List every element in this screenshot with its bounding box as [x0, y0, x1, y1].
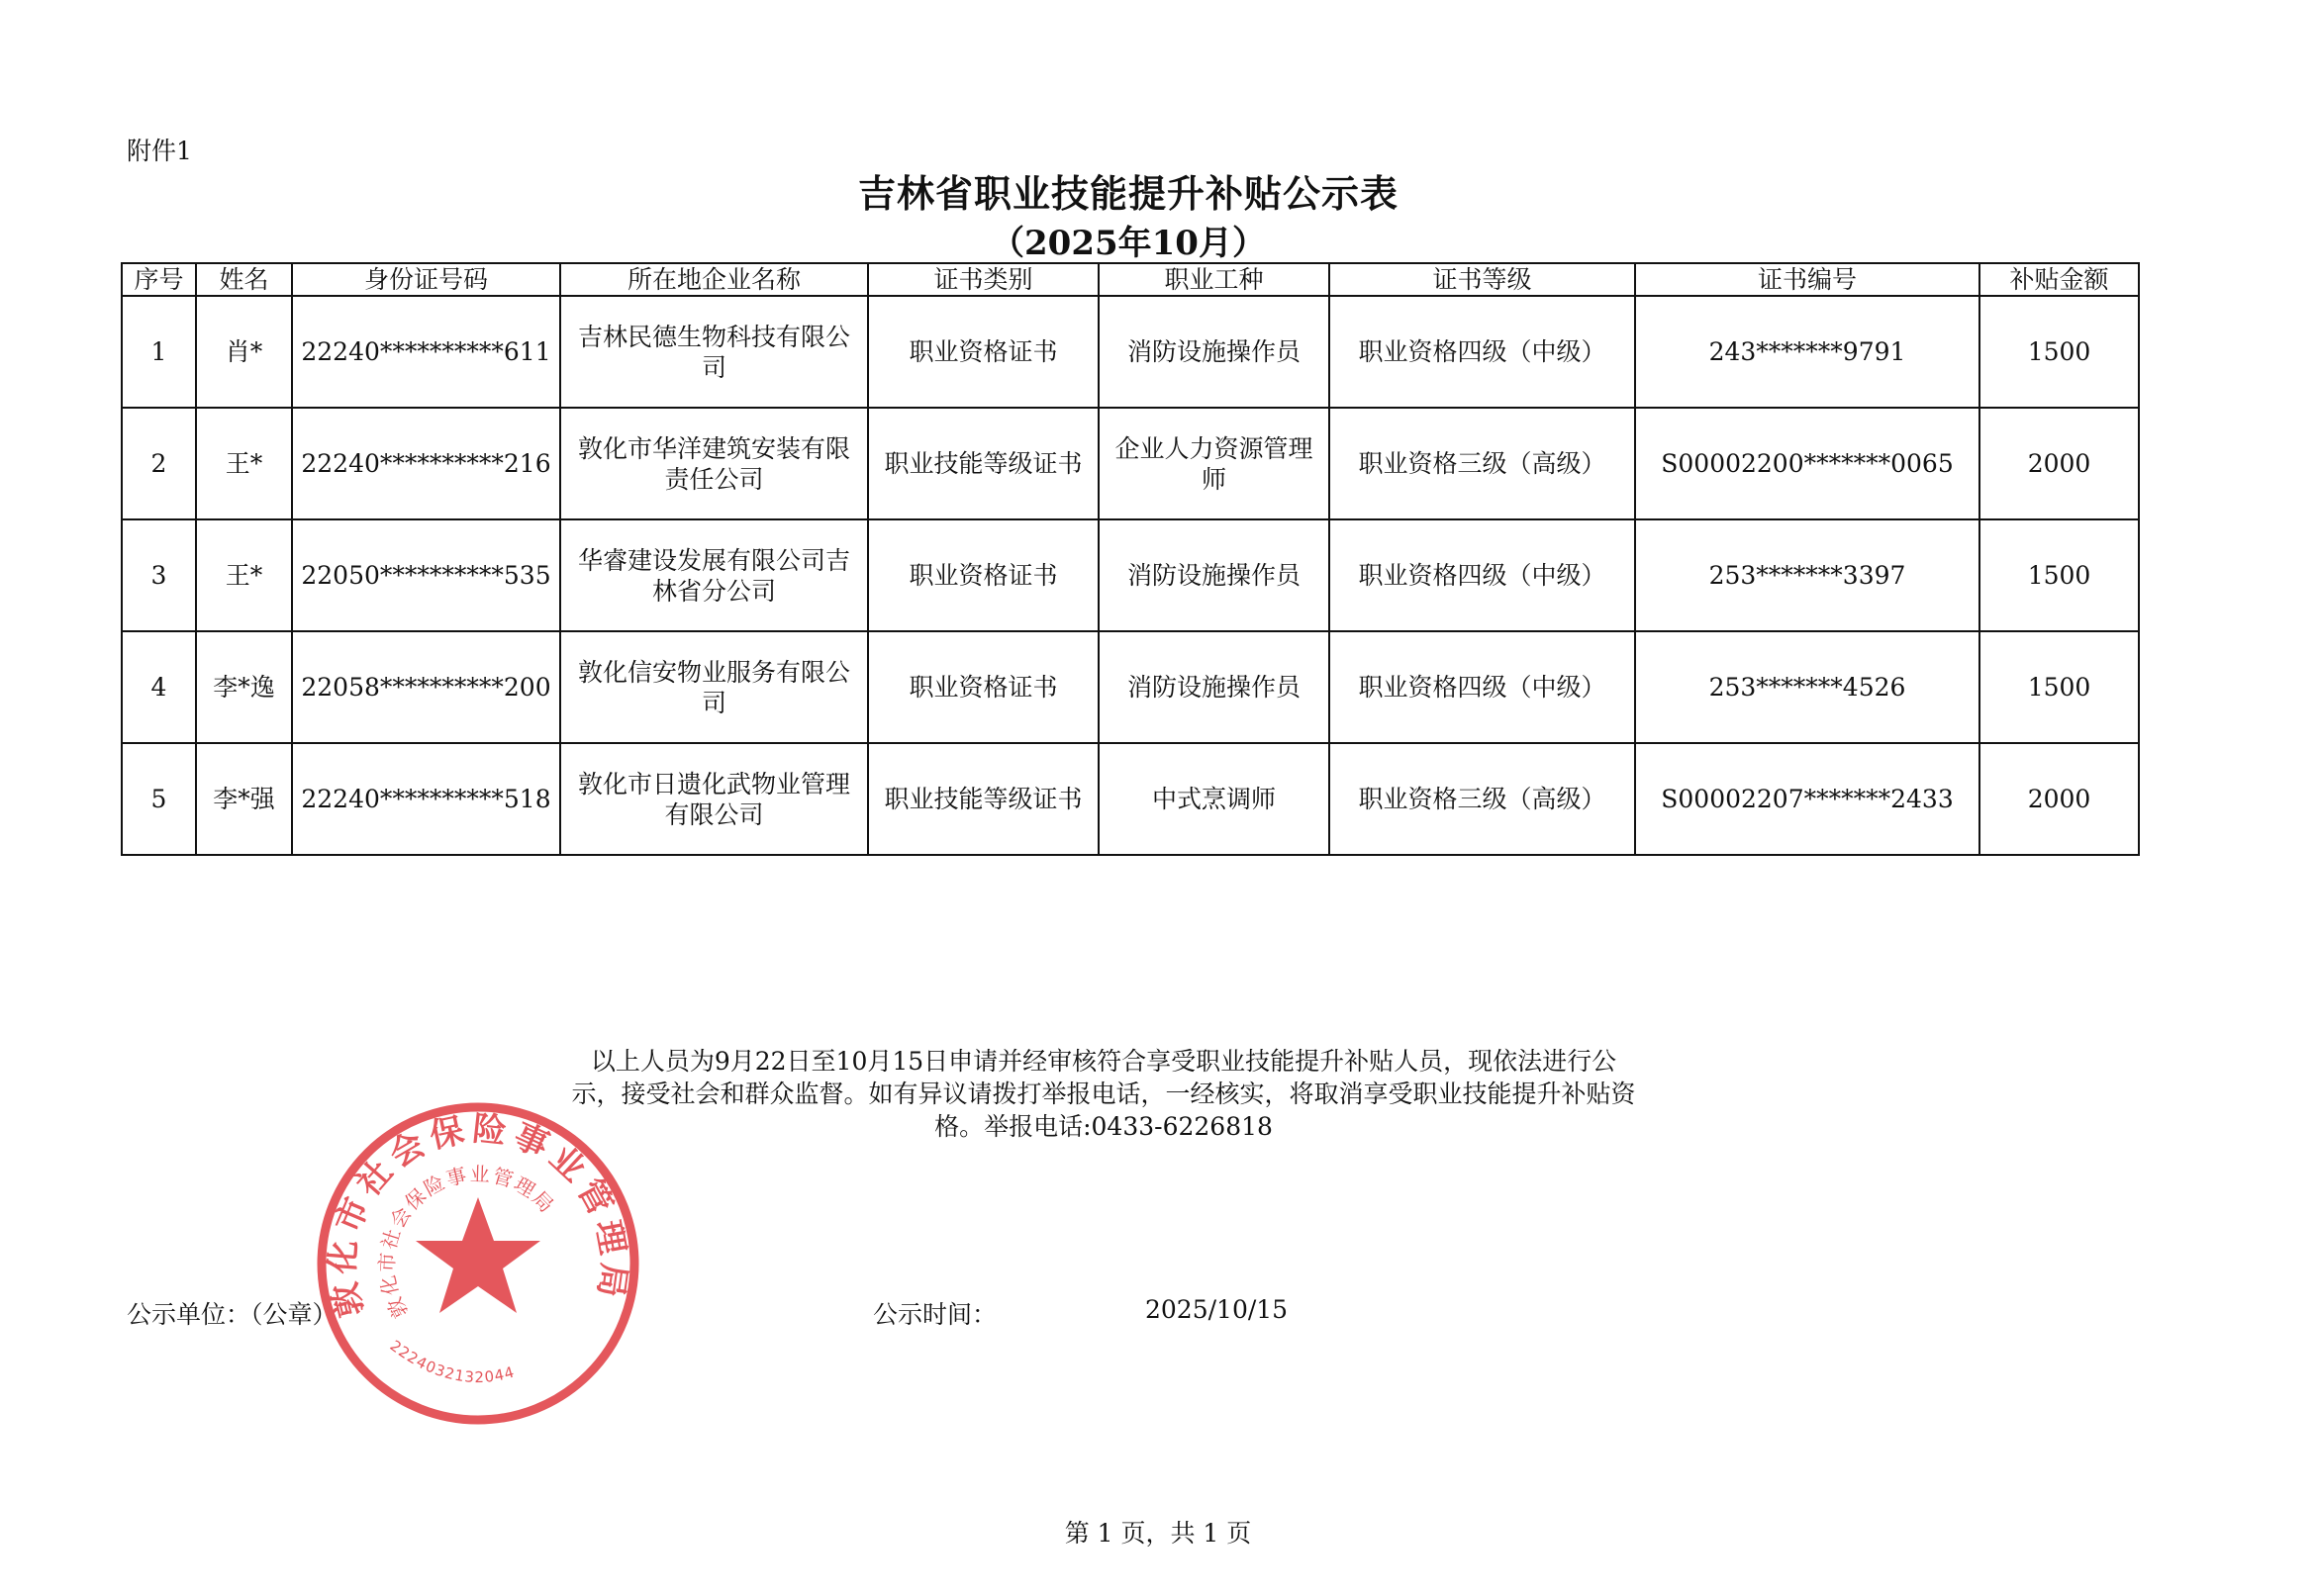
header-cell: 职业工种 [1099, 263, 1329, 296]
cell-occupation: 中式烹调师 [1099, 743, 1329, 855]
cell-id-number: 22050**********535 [292, 519, 560, 631]
subsidy-table [121, 262, 2140, 856]
header-cell: 序号 [122, 263, 196, 296]
cell-seq: 3 [122, 519, 196, 631]
cell-name: 肖* [196, 296, 292, 408]
seal-number: 2224032132044 [386, 1336, 518, 1387]
cell-amount: 1500 [1979, 296, 2139, 408]
cell-name: 王* [196, 519, 292, 631]
cell-id-number: 22240**********216 [292, 408, 560, 519]
cell-seq: 4 [122, 631, 196, 743]
cell-cert-type: 职业技能等级证书 [868, 743, 1099, 855]
cell-cert-number: 253*******3397 [1635, 519, 1979, 631]
cell-cert-level: 职业资格三级（高级） [1329, 408, 1635, 519]
header-cell: 证书等级 [1329, 263, 1635, 296]
cell-cert-type: 职业资格证书 [868, 519, 1099, 631]
cell-cert-level: 职业资格四级（中级） [1329, 296, 1635, 408]
table-row [122, 743, 2139, 855]
table-row [122, 296, 2139, 408]
official-seal-icon [315, 1100, 641, 1427]
cell-cert-number: 243*******9791 [1635, 296, 1979, 408]
seal-star-icon [416, 1197, 540, 1313]
publishing-unit-label: 公示单位：（公章） [127, 1300, 338, 1329]
publish-time-label: 公示时间： [873, 1300, 998, 1329]
cell-cert-number: 253*******4526 [1635, 631, 1979, 743]
cell-id-number: 22240**********611 [292, 296, 560, 408]
cell-cert-type: 职业资格证书 [868, 631, 1099, 743]
cell-occupation: 消防设施操作员 [1099, 519, 1329, 631]
header-cell: 所在地企业名称 [560, 263, 868, 296]
cell-seq: 2 [122, 408, 196, 519]
cell-amount: 1500 [1979, 631, 2139, 743]
attachment-label: 附件1 [127, 137, 192, 165]
document-title: 吉林省职业技能提升补贴公示表 [857, 171, 1399, 216]
cell-occupation: 企业人力资源管理师 [1099, 408, 1329, 519]
page-number: 第 1 页，共 1 页 [1064, 1519, 1252, 1548]
cell-company: 敦化市日遗化武物业管理有限公司 [560, 743, 868, 855]
document-subtitle: （2025年10月） [991, 224, 1266, 263]
cell-seq: 5 [122, 743, 196, 855]
cell-cert-type: 职业技能等级证书 [868, 408, 1099, 519]
cell-id-number: 22240**********518 [292, 743, 560, 855]
header-cell: 姓名 [196, 263, 292, 296]
seal-inner-text: 敦化市社会保险事业管理局 [374, 1162, 560, 1323]
header-cell: 身份证号码 [292, 263, 560, 296]
table-header-row [122, 263, 2139, 296]
cell-cert-level: 职业资格四级（中级） [1329, 519, 1635, 631]
header-cell: 证书编号 [1635, 263, 1979, 296]
cell-cert-level: 职业资格三级（高级） [1329, 743, 1635, 855]
cell-company: 敦化信安物业服务有限公司 [560, 631, 868, 743]
seal-ring-text: 敦化市社会保险事业管理局 [322, 1108, 634, 1322]
table-row [122, 631, 2139, 743]
cell-name: 王* [196, 408, 292, 519]
cell-id-number: 22058**********200 [292, 631, 560, 743]
cell-cert-number: S00002207*******2433 [1635, 743, 1979, 855]
table-row [122, 519, 2139, 631]
table-row [122, 408, 2139, 519]
cell-company: 华睿建设发展有限公司吉林省分公司 [560, 519, 868, 631]
cell-name: 李*强 [196, 743, 292, 855]
cell-cert-level: 职业资格四级（中级） [1329, 631, 1635, 743]
cell-company: 敦化市华洋建筑安装有限责任公司 [560, 408, 868, 519]
cell-company: 吉林民德生物科技有限公司 [560, 296, 868, 408]
header-cell: 补贴金额 [1979, 263, 2139, 296]
public-notice-text: 以上人员为9月22日至10月15日申请并经审核符合享受职业技能提升补贴人员，现依法进行公示，接受社会和群众监督。如有异议请拨打举报电话，一经核实，将取消享受职业技能提升补贴资格。举报电话:0433-6226818 [571, 1047, 1636, 1141]
cell-amount: 1500 [1979, 519, 2139, 631]
cell-cert-number: S00002200*******0065 [1635, 408, 1979, 519]
cell-occupation: 消防设施操作员 [1099, 631, 1329, 743]
cell-seq: 1 [122, 296, 196, 408]
cell-name: 李*逸 [196, 631, 292, 743]
cell-cert-type: 职业资格证书 [868, 296, 1099, 408]
cell-amount: 2000 [1979, 743, 2139, 855]
cell-amount: 2000 [1979, 408, 2139, 519]
publish-date: 2025/10/15 [1145, 1295, 1289, 1324]
cell-occupation: 消防设施操作员 [1099, 296, 1329, 408]
header-cell: 证书类别 [868, 263, 1099, 296]
